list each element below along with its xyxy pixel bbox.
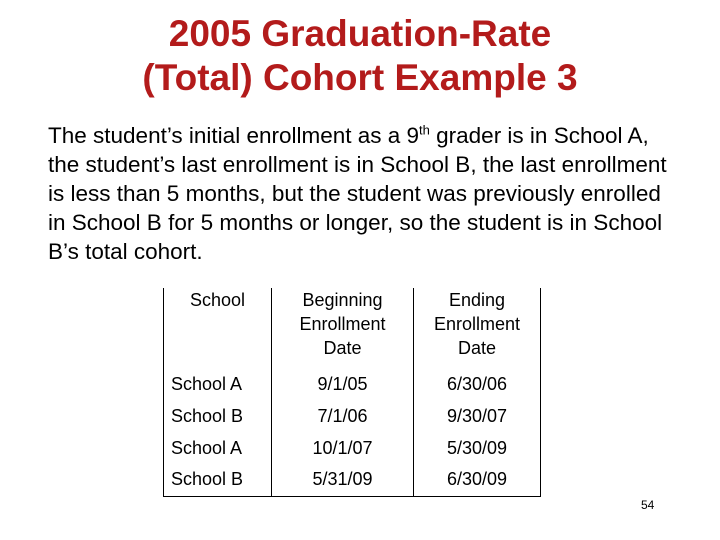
ending-date-cell: 5/30/09 bbox=[414, 432, 541, 464]
slide-title bbox=[0, 12, 720, 100]
table-row bbox=[164, 368, 541, 400]
beginning-date-cell: 7/1/06 bbox=[272, 400, 414, 432]
header-beginning-enrollment-date bbox=[272, 288, 414, 368]
beginning-date-cell: 10/1/07 bbox=[272, 432, 414, 464]
header-line: Date bbox=[323, 338, 362, 358]
enrollment-table bbox=[163, 288, 541, 497]
header-ending-enrollment-date bbox=[414, 288, 541, 368]
school-cell: School B bbox=[164, 464, 272, 496]
header-school bbox=[164, 288, 272, 368]
header-line: Enrollment bbox=[299, 314, 386, 334]
ending-date-cell: 6/30/06 bbox=[414, 368, 541, 400]
ordinal-superscript: th bbox=[419, 122, 430, 138]
beginning-date-cell: 9/1/05 bbox=[272, 368, 414, 400]
table-row bbox=[164, 464, 541, 496]
body-text-part-2: grader is in School A, the student’s last enrollment is in School B, the last enrollment is less than 5 months, but the student was previously enrolled in School B for 5 months or longer, so the student is in School B’s total cohort. bbox=[48, 123, 667, 264]
table-row bbox=[164, 400, 541, 432]
table-row bbox=[164, 432, 541, 464]
table-header-row bbox=[164, 288, 541, 368]
ending-date-cell: 6/30/09 bbox=[414, 464, 541, 496]
slide-title-line-1: 2005 Graduation-Rate bbox=[168, 13, 552, 54]
ending-date-cell: 9/30/07 bbox=[414, 400, 541, 432]
header-line: School bbox=[189, 290, 246, 310]
body-text-part-1: The student’s initial enrollment as a 9 bbox=[48, 123, 420, 148]
header-line: Ending bbox=[448, 290, 506, 310]
school-cell: School B bbox=[164, 400, 272, 432]
header-line: Date bbox=[457, 338, 497, 358]
header-line: Enrollment bbox=[433, 314, 521, 334]
body-paragraph bbox=[48, 121, 678, 266]
school-cell: School A bbox=[164, 432, 272, 464]
beginning-date-cell: 5/31/09 bbox=[272, 464, 414, 496]
school-cell: School A bbox=[164, 368, 272, 400]
header-line: Beginning bbox=[302, 290, 383, 310]
page-number: 54 bbox=[641, 498, 655, 512]
slide-title-line-2: (Total) Cohort Example 3 bbox=[142, 57, 578, 98]
